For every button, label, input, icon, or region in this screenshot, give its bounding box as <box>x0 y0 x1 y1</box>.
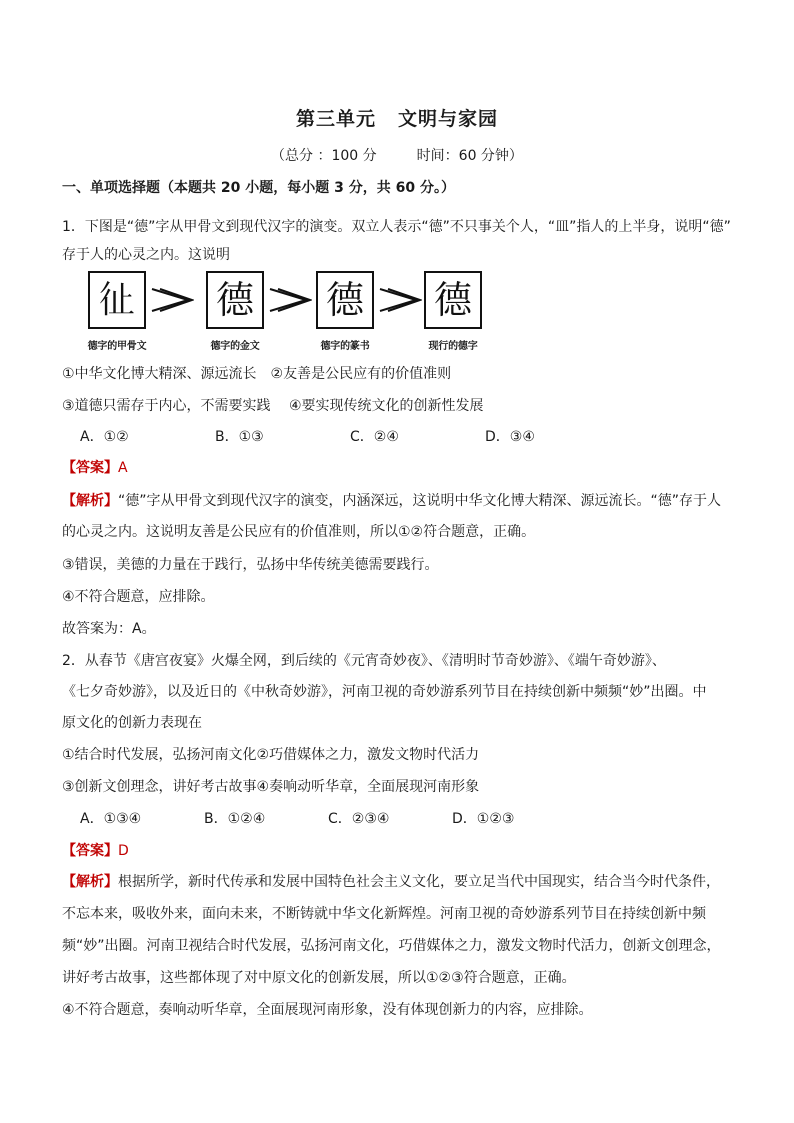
section-heading: 一、单项选择题（本题共 20 小题，每小题 3 分，共 60 分。） <box>62 180 455 196</box>
seal-script-glyph <box>316 271 374 329</box>
de-character-evolution-figure <box>88 271 508 357</box>
q1-answer <box>62 458 736 478</box>
q2-answer <box>62 841 736 861</box>
analysis-label: 【解析】 <box>62 874 118 890</box>
arrow-right-icon <box>150 285 194 315</box>
q2-option-a: A．①③④ <box>80 811 142 827</box>
q2-statement-line2: ③创新文创理念，讲好考古故事④奏响动听华章，全面展现河南形象 <box>62 779 480 795</box>
answer-label: 【答案】 <box>62 460 118 476</box>
q2-option-d: D．①②③ <box>452 811 515 827</box>
q1-stem-line2: 存于人的心灵之内。这说明 <box>62 247 230 263</box>
q1-analysis-line1 <box>62 491 736 511</box>
answer-label: 【答案】 <box>62 843 118 859</box>
total-score: （总分 ：100 分 <box>271 148 377 164</box>
q2-options <box>80 809 736 829</box>
q1-statement-line1: ①中华文化博大精深、源远流长 ②友善是公民应有的价值准则 <box>62 366 452 382</box>
q2-analysis-line4: 讲好考古故事，这些都体现了对中原文化的创新发展，所以①②③符合题意，正确。 <box>62 970 576 986</box>
q1-analysis-line3: ③错误，美德的力量在于践行，弘扬中华传统美德需要践行。 <box>62 557 439 573</box>
q2-analysis-line2: 不忘本来，吸收外来，面向未来，不断铸就中华文化新辉煌。河南卫视的奇妙游系列节目在持续创新中频 <box>62 906 706 922</box>
caption-oracle: 德字的甲骨文 <box>87 341 147 352</box>
q2-stem-line3: 原文化的创新力表现在 <box>62 715 202 731</box>
q1-analysis-line4: ④不符合题意，应排除。 <box>62 589 215 605</box>
caption-bronze: 德字的金文 <box>210 341 260 352</box>
q2-option-c: C．②③④ <box>328 811 390 827</box>
q2-analysis-line5: ④不符合题意，奏响动听华章，全面展现河南形象，没有体现创新力的内容，应排除。 <box>62 1002 593 1018</box>
q2-statement-line1: ①结合时代发展，弘扬河南文化②巧借媒体之力，激发文物时代活力 <box>62 747 480 763</box>
q1-option-c: C．②④ <box>350 429 399 445</box>
q2-stem-line2: 《七夕奇妙游》，以及近日的《中秋奇妙游》，河南卫视的奇妙游系列节目在持续创新中频频“妙”出圈。中 <box>62 684 707 700</box>
q2-option-b: B．①②④ <box>204 811 266 827</box>
q2-analysis-line1 <box>62 872 736 892</box>
bronze-glyph <box>206 271 264 329</box>
glyph-seal: 德 <box>325 278 364 322</box>
q2-analysis-line3: 频“妙”出圈。河南卫视结合时代发展，弘扬河南文化，巧借媒体之力，激发文物时代活力，创新文创理念， <box>62 938 721 954</box>
q1-conclusion: 故答案为：A。 <box>62 621 156 637</box>
title-theme: 文明与家园 <box>398 108 499 130</box>
analysis-text: “德”字从甲骨文到现代汉字的演变，内涵深远，这说明中华文化博大精深、源远流长。“德”存于人 <box>118 493 722 509</box>
q1-option-d: D．③④ <box>485 429 535 445</box>
answer-value: A <box>118 460 128 476</box>
q1-option-b: B．①③ <box>215 429 264 445</box>
answer-value: D <box>118 843 129 859</box>
q2-stem-line1: 2．从春节《唐宫夜宴》火爆全网，到后续的《元宵奇妙夜》、《清明时节奇妙游》、《端午奇妙游》、 <box>62 653 666 669</box>
arrow-right-icon <box>378 285 422 315</box>
glyph-modern: 德 <box>433 278 472 322</box>
unit-title <box>0 104 794 131</box>
q1-stem-line1: 1．下图是“德”字从甲骨文到现代汉字的演变。双立人表示“德”不只事关个人，“皿”指人的上半身，说明“德” <box>62 219 731 235</box>
q1-option-a: A．①② <box>80 429 129 445</box>
oracle-bone-glyph <box>88 271 146 329</box>
q1-statement-line2: ③道德只需存于内心，不需要实践 ④要实现传统文化的创新性发展 <box>62 398 484 414</box>
arrow-right-icon <box>268 285 312 315</box>
title-unit: 第三单元 <box>295 108 376 130</box>
exam-info <box>0 145 794 165</box>
modern-glyph <box>424 271 482 329</box>
analysis-label: 【解析】 <box>62 493 118 509</box>
glyph-oracle: 𢓊 <box>97 278 136 322</box>
glyph-bronze: 德 <box>215 278 254 322</box>
caption-modern: 现行的德字 <box>428 341 478 352</box>
exam-time: 时间：60 分钟） <box>416 148 523 164</box>
q1-options <box>80 427 736 447</box>
analysis-text: 根据所学，新时代传承和发展中国特色社会主义文化，要立足当代中国现实，结合当今时代条件， <box>118 874 720 890</box>
caption-seal: 德字的篆书 <box>320 341 370 352</box>
q1-analysis-line2: 的心灵之内。这说明友善是公民应有的价值准则，所以①②符合题意，正确。 <box>62 524 536 540</box>
